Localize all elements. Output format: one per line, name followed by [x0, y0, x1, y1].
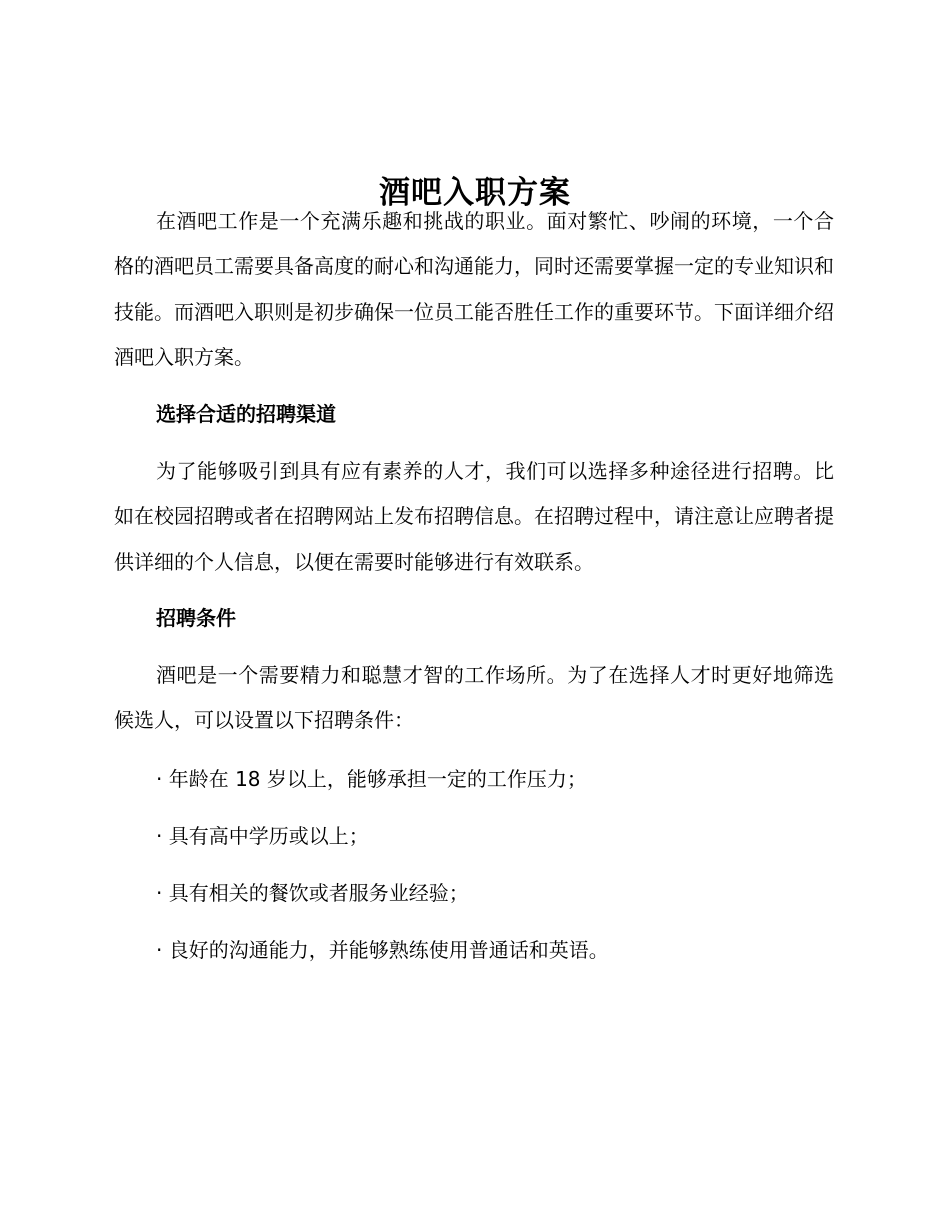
condition-list-item: · 良好的沟通能力，并能够熟练使用普通话和英语。 — [156, 938, 609, 962]
document-title: 酒吧入职方案 — [379, 174, 571, 211]
section-paragraph-recruitment-channels: 为了能够吸引到具有应有素养的人才，我们可以选择多种途径进行招聘。比如在校园招聘或者在招聘网站上发布招聘信息。在招聘过程中，请注意让应聘者提供详细的个人信息，以便在需要时能够进行有效联系。 — [114, 459, 834, 574]
condition-list-item: · 年龄在 18 岁以上，能够承担一定的工作压力； — [156, 767, 587, 791]
condition-list-item: · 具有相关的餐饮或者服务业经验； — [156, 881, 469, 905]
condition-list-item: · 具有高中学历或以上； — [156, 824, 369, 848]
intro-paragraph: 在酒吧工作是一个充满乐趣和挑战的职业。面对繁忙、吵闹的环境，一个合格的酒吧员工需要具备高度的耐心和沟通能力，同时还需要掌握一定的专业知识和技能。而酒吧入职则是初步确保一位员工能否胜任工作的重要环节。下面详细介绍酒吧入职方案。 — [114, 209, 834, 369]
section-heading-recruitment-channels: 选择合适的招聘渠道 — [156, 402, 336, 426]
section-paragraph-recruitment-conditions: 酒吧是一个需要精力和聪慧才智的工作场所。为了在选择人才时更好地筛选候选人，可以设置以下招聘条件： — [114, 663, 834, 733]
section-heading-recruitment-conditions: 招聘条件 — [156, 606, 236, 630]
